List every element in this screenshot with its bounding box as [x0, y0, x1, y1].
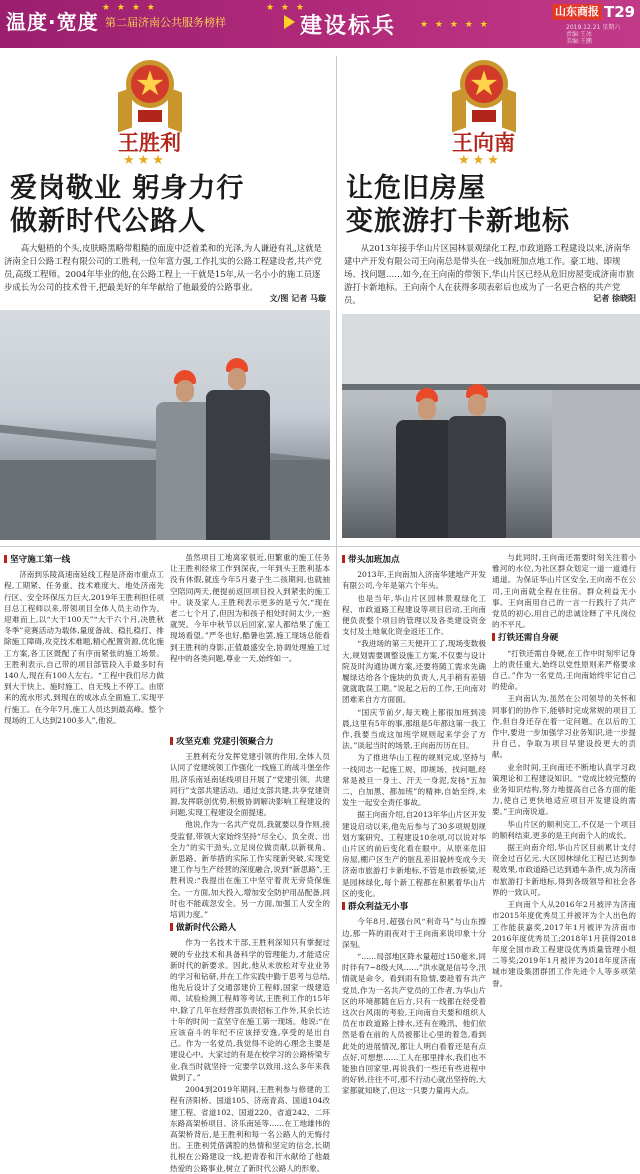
play-triangle-icon	[284, 15, 295, 29]
header-designer: 美编:王鹏	[566, 38, 593, 45]
rating-stars-decoration: ★★★	[458, 153, 502, 168]
profile-name: 王向南	[452, 130, 515, 155]
header-editor: 责编:王冰	[566, 31, 593, 38]
headline-line-1: 让危旧房屋	[346, 173, 486, 204]
body-paragraph: 王胜利充分发挥党建引领的作用,全体人员认同了党建统领工作强化一线施工的战斗堡垒作用,济乐南延南延线项目开展了“党建引领、共建同行”支部共建活动。通过支部共建,共享党建资源,发挥联创优势,积极协调解决影响工程建设的问题,实现工程建设全面提速。	[170, 752, 330, 818]
lead-paragraph: 从2013年接手华山片区园林景观绿化工程,市政道路工程建设以来,济南华建中产开发有限公司王向南总是带头在一线加班加点地工作。豪工地、即规场、找问题……如今,在王向南的带领下,华山片区已经从危旧房屋变成济南市旅游打卡新地标。王向南个人在获得多项表彰后也成为了一名更合格的共产党员。	[344, 243, 635, 305]
story-column-2b	[170, 734, 330, 1173]
section-heading: 带头加班加点	[342, 555, 486, 566]
column-divider	[336, 56, 337, 984]
header-stars-decoration-2: ★ ★ ★	[266, 3, 306, 13]
headline-line-2: 变旅游打卡新地标	[346, 206, 570, 237]
body-paragraph: 作为一名技术干部,王胜利深知只有掌握过硬的专业技术和具备科学的管理能力,才能适应新时代的新要求。因此,他从未放松对专业业务的学习和钻研,并在工作实践中勤于思考与总结,他先后设计了交通部建价工程师,国家一级建造师、试验检测工程师等考试,王胜利工作的15年中,除了几年在经营部负责招标工作外,其余长达十年的时间一直坚守在施工第一现场。他说:“在应该奋斗的年纪不应该择安逸,享受的是出自己。作为一名党员,我觉得不论的心理念主要是建设心中。大家过的有是在校学习的公路桥梁专业,我当时就坚持一定要学以致用,这么多年来我做到了。”	[170, 938, 330, 1082]
body-paragraph: 他说,作为一名共产党员,我就要以身作则,接受监督,带领大家始终坚持“尽全心、负全责、出全力”的实干劲头,立足岗位做贡献,以新视角、新思路、新举措的实际工作实现新突破,实现党建工作与生产经营的深度融合,说到“新思路”,王胜利说:“我提出在施工中坚守着责无旁贷保施全。一方面,加大投入,增加安全防护用品配备,同时也不能疏忽安全。另一方面,加强工人安全的培训力度。”	[170, 820, 330, 920]
body-paragraph: “我进场的第三天便开工了,现场变数极大,规划需要调整设施工方案,不仅要与设计院及时沟通协调方案,还要将随工需求先确履绿达给各个施块的负责人,凡手稍有差错就就耽误工期。”说起之后的工作,王向南对团难来自方方面面。	[342, 639, 486, 705]
section-title: 建设标兵	[300, 14, 397, 39]
body-paragraph: 华山片区的顺利完工,不仅是一个项目的顺利结束,更多的是王向南个人的成长。	[492, 819, 636, 840]
rating-stars-decoration: ★★★	[123, 153, 167, 168]
body-paragraph: “国庆节前夕,每天晚上都很加班到凌晨,这里有5年的事,那组是5年都这第一我工作,我要当成这加班学规则起来学会了方法。”谈起当时的场景,王向南历历在目。	[342, 707, 486, 751]
body-paragraph: 也是当年,华山片区园林景观绿化工程、市政道路工程建设等项目启动,王向南便负责整个项目的管理以及各类建设资金支付及土地氧化资金返还工作。	[342, 593, 486, 637]
body-paragraph: 为了推进华山工程的规则完成,坚持与一线同志一起施工规、即规场、找问题,经常是被旦一身土、汗天一身泥,发扬“五加二、白加黑、都加班”的精神,自始至终,未发生一起安全责任事故。	[342, 753, 486, 808]
body-paragraph: 虽然项目工地离家很近,但繁重的施工任务让王胜利经常工作到深夜,一年到头王胜利基本没有休假,就连今年5月妻子生二孩期间,也就抽空陪同两天,便提前返回项目投入到紧张的施工中。谈及家人,王胜利表示更多的是亏欠,“现在老二七个月了,但因为和孩子相处时间太少,一抱就哭。今年中秋节以后回家,家人都结果了施工现场看望。”严冬也好,酷暑也罢,施工现场总能看到王胜利的身影,正值最盛安全,协调处理施工过程中的各类问题,尊业一天,始终如一。	[170, 553, 330, 663]
headline-line-1: 爱岗敬业 躬身力行	[10, 173, 245, 204]
header-stars-decoration: ★ ★ ★ ★	[102, 3, 157, 13]
page-number: T29	[604, 3, 636, 21]
body-paragraph: 王向南个人从2016年2月被评为济南市2015年度优秀员工并被评为个人出色的工作能获嘉奖,2017年1月被评为济南市2016年度优秀员工;2018年1月获得2018年度全国市政工程建设优秀质量管理小组二等奖;2019年1月被评为2018年度济南城市建设集团群团工作先进个人等多项荣誉。	[492, 900, 636, 988]
section-heading: 群众利益无小事	[342, 902, 486, 913]
body-paragraph: 据王向南介绍,华山片区目前累计支付资金过百亿元,大区园林绿化工程已达到参观效果,市政道路已达到通车条件,成为济南市旅游打卡新地标,得到各级领导和社会各界的一致认可。	[492, 843, 636, 897]
photo-construction-site-left	[0, 310, 330, 540]
header-stars-decoration-3: ★ ★ ★ ★ ★	[420, 20, 490, 30]
body-paragraph: “打铁还需自身硬,在工作中时刻牢记身上的责任重大,始终以党性原则来严格要求自己。”作为一名党员,王向南始终牢记自己的使命。	[492, 648, 636, 692]
body-paragraph: 王向南认为,虽然在公司领导的关怀和同事们的协作下,能够时完成常规的项目工作,但自身还存在着一定问题。在以后的工作中,要进一步加强学习业务知识,进一步提升自己。争取为项目早建设投更大的贡献。	[492, 694, 636, 760]
story-column-3	[342, 552, 486, 1096]
photo-construction-site-right	[342, 314, 640, 538]
body-paragraph: “……局部地区降水量超过150毫米,同时伴有7~8级大风……”洪水就是信号令,汛情就是命令。看到雨有险情,要趁着有共产党员,作为一名共产党员的工作者,为华山片区的环境都随在后方,只有一线都在经受着这次台风雨的考验,王向南自天要和组织人员在市政道路上排水,还有在晚汛、他们依然是看在前的人员被都让心里的着急,看到此处的进展情况,都让人明白看着还是有点点好,可想想……工人在那里排水,我们也不能独自回家里,再说我们一些还有些进程中的好转,往往不可,那不行动心就出坚持的,大家都就知晓了,但这一只要力量再大点。	[342, 951, 486, 1096]
byline: 记者 徐晓阳	[593, 294, 636, 303]
honor-badge-icon: ★	[118, 60, 182, 138]
header-date: 2019.12.21 星期六	[566, 24, 621, 31]
story-column-1	[4, 552, 164, 984]
section-divider	[0, 546, 640, 547]
honor-badge-icon: ★	[452, 60, 516, 138]
header-subtitle: 第二届济南公共服务榜样	[105, 16, 226, 29]
profile-name: 王胜利	[118, 130, 181, 155]
story-column-4	[492, 552, 636, 988]
page-header	[0, 0, 640, 48]
body-paragraph: 2004到2019年期间,王胜利参与修建的工程有济阳桥、国道105、济南青高、国道104改建工程、省道102、国道220、省道242、二环东路高架桥项目、济乐南延等……在工地雄伟的高架桥背后,是王胜利和每一名公路人的无悔付出。王胜利凭借满腔的热情和坚定的信念,长期扎根在公路建设一线,把青春和汗水献给了他最热爱的公路事业,树立了新时代公路人的形象。	[170, 1085, 330, 1173]
lead-paragraph: 高大魁梧的个头,皮肤略黑略带粗糙的面庞中泛着柔和的光泽,为人谦逊有礼,这就是济南全日公路工程有限公司的工胜利,一位年富力强,工作扎实的公路工程建设者,共产党员,高级工程师。2004年毕业的他,在公路工程上一干就是15年,从一名小小的施工员逐步成长为公司的技术骨干,把最美好的年华献给了他最爱的公路事业。	[4, 243, 322, 292]
body-paragraph: 济南到乐陵高速南延线工程是济南市重点工程,工期紧、任务重、技术难度大、地处济南先行区、安全环保压力巨大,2019年王胜利担任项目总工程师以来,带领项目全体人员主动作为、迎难而上,以“大干100天”“大干六个月,决胜秋冬季”竞赛活动为载体,量度备战、稳扎稳打、排除施工障碍,攻克技术难题,精心配置资源,优化施工方案,各工区既配了有序而紧张的施工场景。王胜利表示,自己带的项目部管段入手最多时有140人,现在有100人左右。“工程中我们尽力做到大干快上、施时施工、自无残上不停工。由原来的流水形式,到现在的成冰点全面施工,实现平行施工。在今年7月,施工人员达到最高峰。整个现场的工人达到2100多人”,他说。	[4, 570, 164, 725]
newspaper-logo: 山东商报	[552, 4, 602, 20]
body-paragraph: 与此同时,王向南还需要时刻关注着小雅河的水位,为社区群众划定一道一道通行通道。为保证华山片区安全,王向南不在公司,王向南就全程在住宿。群众利益无小事。王向南用自己的一言一行践行了共产党员的初心,用自己的忠诚诠释了平凡岗位的不平凡。	[492, 553, 636, 630]
story-column-2	[170, 552, 330, 732]
body-paragraph: 业余时间,王向南还不断地认真学习政策理论和工程建设知识。“党成比较完整的业务知识结构,努力地提高自己各方面的能力,使自己更快地适应项目开发建设的需要。”王向南说道。	[492, 762, 636, 817]
section-heading: 打铁还需自身硬	[492, 633, 636, 644]
section-heading: 坚守施工第一线	[4, 555, 164, 566]
body-paragraph: 2013年,王向南加入济南华建地产开发有限公司,今年是第六个年头。	[342, 570, 486, 591]
body-paragraph: 据王向南介绍,自2013年华山片区开发建设启动以来,他先后参与了30多项规划规划方案研究、工程建设10余项,可以说对华山片区的前后变化看在眼中。从原来危旧房屋,棚户区生产的脏乱差旧貌转变成今天济南市旅游打卡新地标,不管是市政桥梁,还是园林绿化,每个新工程都在积累着华山片区的变化。	[342, 810, 486, 898]
byline: 文/图 记者 马璇	[269, 294, 326, 303]
section-heading: 攻坚克难 党建引领聚合力	[170, 737, 330, 748]
header-title: 温度·宽度	[6, 10, 99, 34]
section-heading: 做新时代公路人	[170, 923, 330, 934]
headline-line-2: 做新时代公路人	[10, 206, 206, 237]
body-paragraph: 今年8月,超强台风“利奇马”与山东擦边,那一阵的雨夜对于王向南来说印象十分深刻。	[342, 917, 486, 949]
